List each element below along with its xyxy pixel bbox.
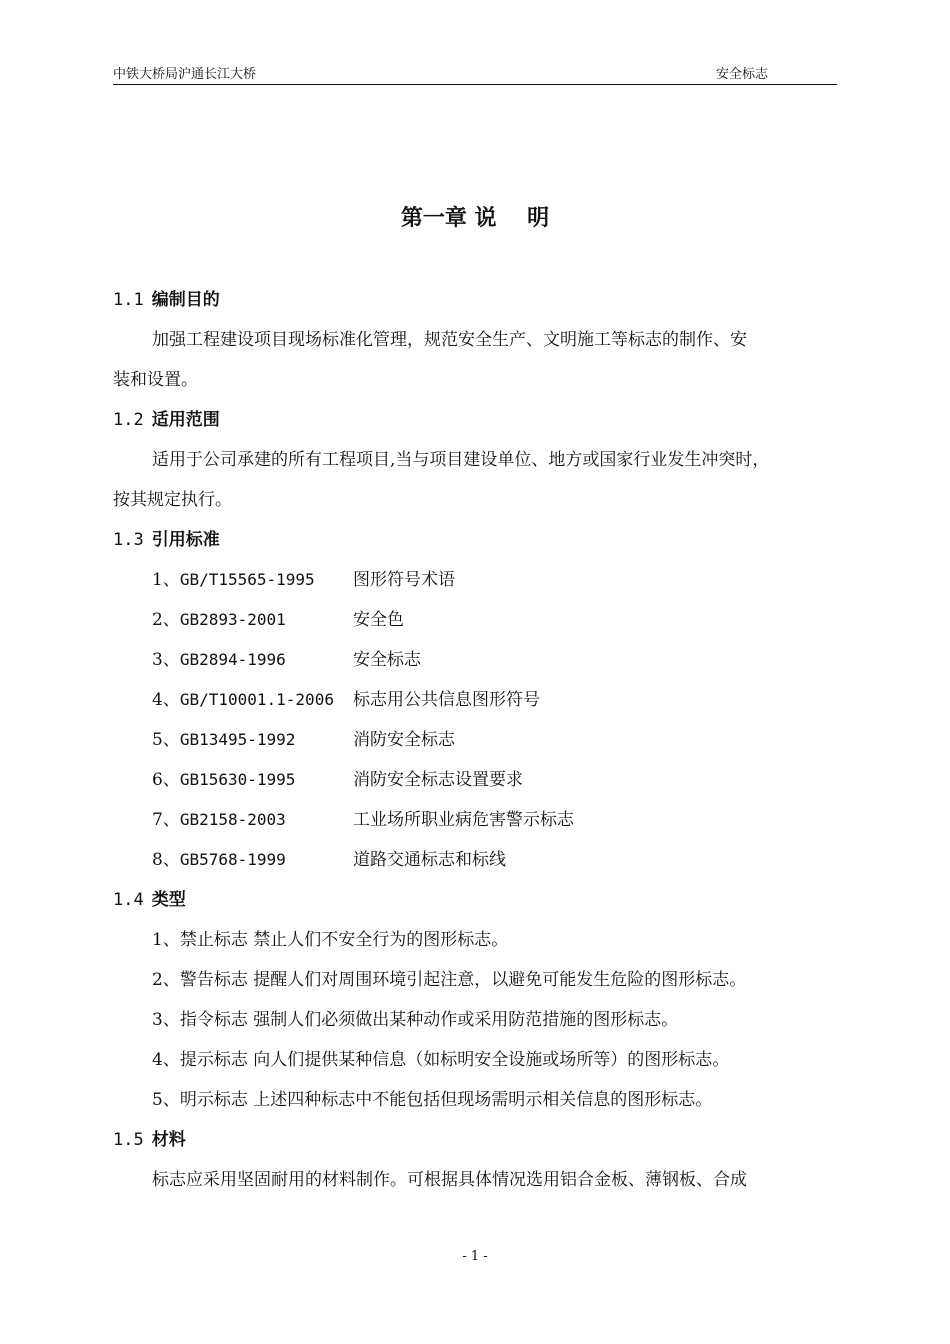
page-header-left: 中铁大桥局沪通长江大桥 — [113, 67, 257, 82]
standard-index: 4、 — [152, 690, 180, 710]
standard-code: GB15630-1995 — [179, 770, 296, 789]
standard-code: GB/T10001.1-2006 — [179, 690, 334, 709]
standard-code: GB5768-1999 — [179, 850, 286, 869]
type-item: 4、提示标志 向人们提供某种信息（如标明安全设施或场所等）的图形标志。 — [152, 1050, 730, 1070]
section-heading-1-4 — [113, 888, 186, 912]
standard-index: 7、 — [152, 810, 180, 830]
section-title: 类型 — [151, 890, 186, 910]
section-number: 1.1 — [113, 290, 144, 310]
paragraph-line: 适用于公司承建的所有工程项目,当与项目建设单位、地方或国家行业发生冲突时， — [152, 450, 770, 470]
standard-index: 5、 — [152, 730, 180, 750]
header-rule — [113, 84, 837, 85]
section-heading-1-5 — [113, 1128, 186, 1152]
page-number: - 1 - — [462, 1249, 488, 1264]
type-item: 3、指令标志 强制人们必须做出某种动作或采用防范措施的图形标志。 — [152, 1010, 679, 1030]
section-title: 引用标准 — [151, 530, 220, 550]
section-heading-1-2 — [113, 408, 220, 432]
type-item: 5、明示标志 上述四种标志中不能包括但现场需明示相关信息的图形标志。 — [152, 1090, 713, 1110]
standard-name: 图形符号术语 — [353, 570, 455, 590]
standard-index: 2、 — [152, 610, 180, 630]
standard-code: GB/T15565-1995 — [179, 570, 315, 589]
standard-index: 3、 — [152, 650, 180, 670]
standard-index: 6、 — [152, 770, 180, 790]
section-number: 1.5 — [113, 1130, 144, 1150]
section-number: 1.4 — [113, 890, 144, 910]
standard-index: 1、 — [152, 570, 180, 590]
section-number: 1.2 — [113, 410, 144, 430]
standard-name: 工业场所职业病危害警示标志 — [353, 810, 574, 830]
section-title: 编制目的 — [151, 290, 220, 310]
standard-name: 道路交通标志和标线 — [353, 850, 506, 870]
standard-name: 消防安全标志设置要求 — [353, 770, 523, 790]
section-title: 材料 — [151, 1130, 186, 1150]
type-item: 1、禁止标志 禁止人们不安全行为的图形标志。 — [152, 930, 509, 950]
paragraph-line: 按其规定执行。 — [113, 490, 232, 510]
standard-index: 8、 — [152, 850, 180, 870]
standard-name: 标志用公共信息图形符号 — [353, 690, 540, 710]
standard-code: GB2158-2003 — [179, 810, 286, 829]
standard-name: 安全标志 — [353, 650, 421, 670]
standard-code: GB13495-1992 — [179, 730, 296, 749]
paragraph-line: 加强工程建设项目现场标准化管理，规范安全生产、文明施工等标志的制作、安 — [152, 330, 747, 350]
section-number: 1.3 — [113, 530, 144, 550]
standard-code: GB2893-2001 — [179, 610, 286, 629]
standard-name: 安全色 — [353, 610, 404, 630]
paragraph-line: 装和设置。 — [113, 370, 198, 390]
type-item: 2、警告标志 提醒人们对周围环境引起注意，以避免可能发生危险的图形标志。 — [152, 970, 747, 990]
chapter-title: 第一章 说 明 — [400, 206, 550, 231]
standard-code: GB2894-1996 — [179, 650, 286, 669]
section-heading-1-3 — [113, 528, 220, 552]
paragraph-line: 标志应采用坚固耐用的材料制作。可根据具体情况选用铝合金板、薄钢板、合成 — [152, 1170, 747, 1190]
standard-name: 消防安全标志 — [353, 730, 455, 750]
page-header-right: 安全标志 — [716, 67, 769, 82]
section-title: 适用范围 — [151, 410, 220, 430]
section-heading-1-1 — [113, 288, 220, 312]
